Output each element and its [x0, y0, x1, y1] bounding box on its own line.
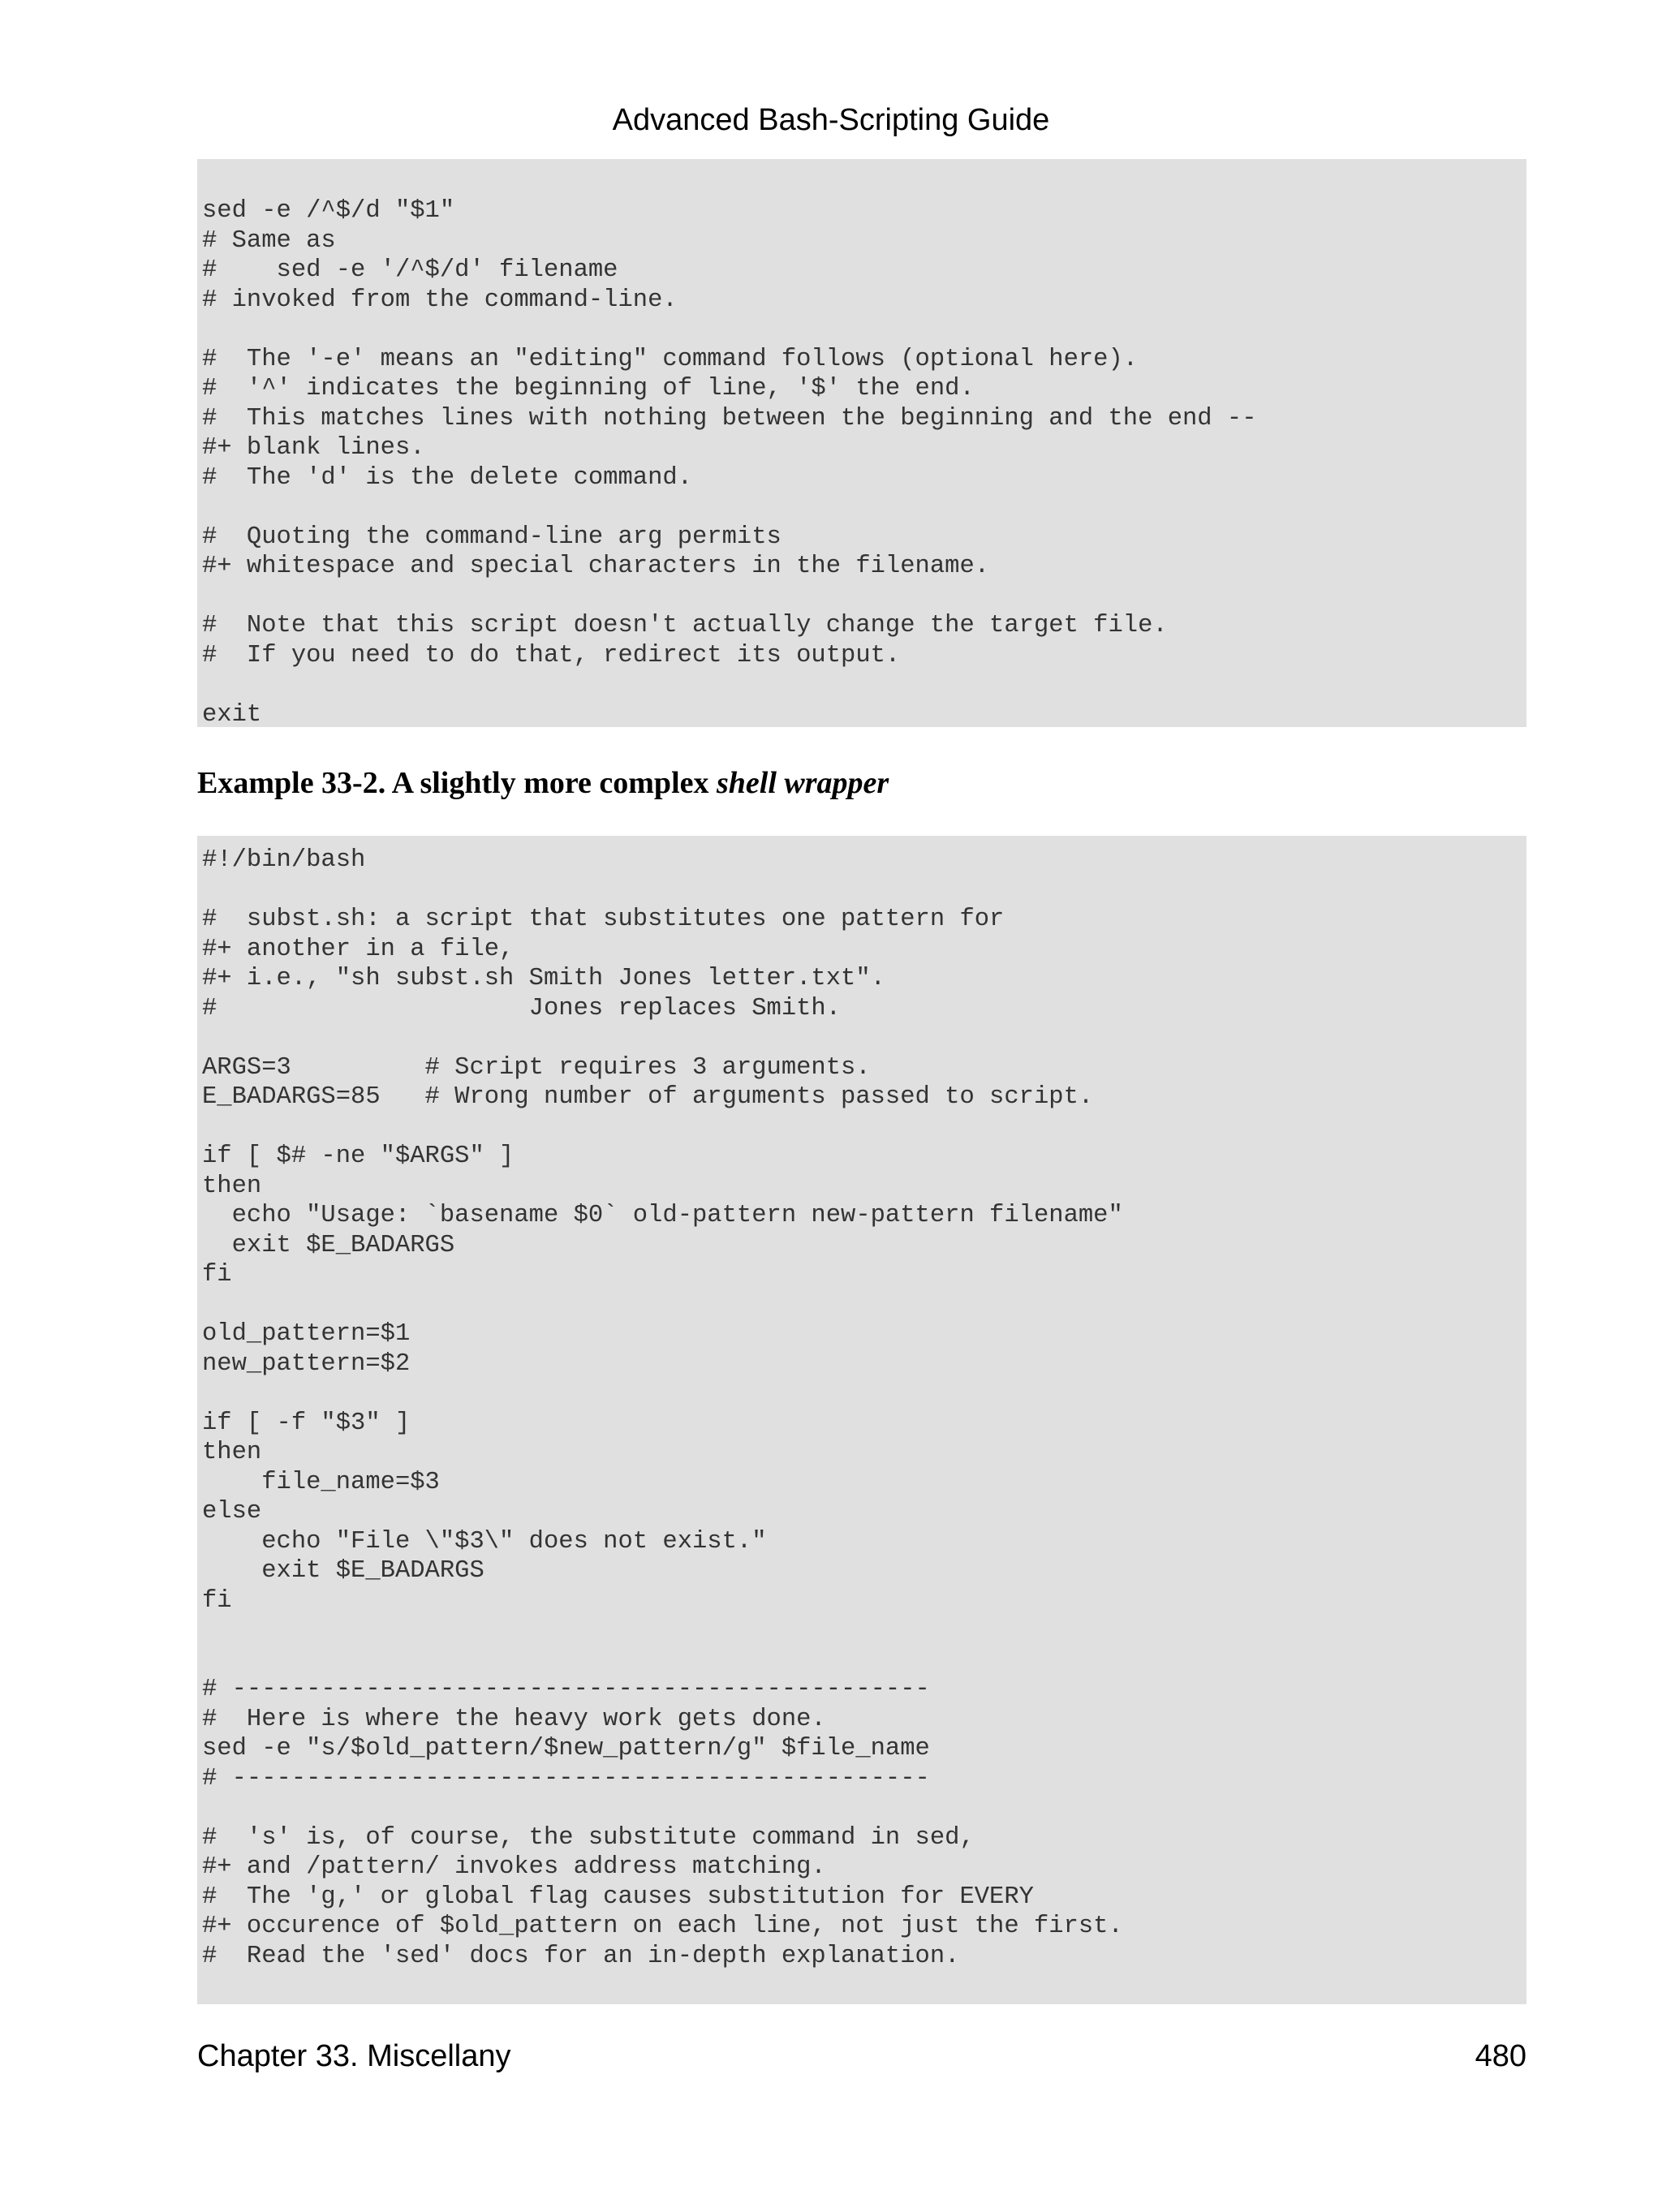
- code-line: [202, 315, 1522, 345]
- code-line: # sed -e '/^$/d' filename: [202, 256, 618, 284]
- code-block-1: [197, 159, 1526, 727]
- code-line: # The '-e' means an "editing" command follows (optional here).: [202, 345, 1139, 373]
- example-title-emphasis: shell wrapper: [717, 766, 889, 800]
- code-line: fi: [202, 1586, 232, 1615]
- code-line: new_pattern=$2: [202, 1349, 411, 1378]
- example-title: [197, 763, 889, 803]
- code-line: # '^' indicates the beginning of line, '$' the end.: [202, 375, 975, 402]
- code-line: # Read the 'sed' docs for an in-depth explanation.: [202, 1942, 960, 1970]
- chapter-title: Chapter 33. Miscellany: [197, 2039, 511, 2073]
- code-line: #+ i.e., "sh subst.sh Smith Jones letter.txt".: [202, 965, 885, 992]
- code-line: E_BADARGS=85 # Wrong number of arguments passed to script.: [202, 1083, 1094, 1111]
- code-line: ARGS=3 # Script requires 3 arguments.: [202, 1053, 871, 1082]
- code-line: # 's' is, of course, the substitute command in sed,: [202, 1823, 975, 1852]
- code-line: sed -e "s/$old_pattern/$new_pattern/g" $file_name: [202, 1735, 930, 1762]
- code-line: [202, 1646, 1522, 1676]
- code-line: # invoked from the command-line.: [202, 286, 678, 314]
- code-line: #+ occurence of $old_pattern on each line, not just the first.: [202, 1913, 1123, 1940]
- code-line: [202, 1616, 1522, 1646]
- code-line: if [ $# -ne "$ARGS" ]: [202, 1143, 515, 1170]
- code-line: else: [202, 1498, 262, 1526]
- code-line: #+ whitespace and special characters in the filename.: [202, 553, 990, 580]
- code-line: [202, 1290, 1522, 1320]
- code-line: old_pattern=$1: [202, 1320, 411, 1348]
- code-line: # Note that this script doesn't actually change the target file.: [202, 612, 1168, 639]
- code-line: exit $E_BADARGS: [202, 1231, 455, 1259]
- code-line: if [ -f "$3" ]: [202, 1409, 411, 1437]
- code-line: # -----------------------------------------------: [202, 1676, 930, 1703]
- code-line: [202, 1379, 1522, 1409]
- code-line: exit $E_BADARGS: [202, 1557, 484, 1585]
- code-line: file_name=$3: [202, 1468, 440, 1496]
- code-line: # Same as: [202, 226, 336, 255]
- code-line: echo "Usage: `basename $0` old-pattern new-pattern filename": [202, 1202, 1123, 1229]
- code-line: #+ another in a file,: [202, 935, 515, 963]
- code-line: #+ and /pattern/ invokes address matching.: [202, 1853, 826, 1881]
- code-line: [202, 1023, 1522, 1053]
- example-title-text: Example 33-2. A slightly more complex: [197, 766, 717, 800]
- code-line: # If you need to do that, redirect its output.: [202, 641, 901, 669]
- page-footer: [197, 2033, 1526, 2079]
- code-line: then: [202, 1172, 262, 1200]
- code-line: # Here is where the heavy work gets done.: [202, 1705, 826, 1733]
- code-line: #!/bin/bash: [202, 846, 366, 874]
- code-line: [202, 582, 1522, 612]
- code-line: #+ blank lines.: [202, 434, 425, 462]
- code-line: # This matches lines with nothing between the beginning and the end --: [202, 404, 1257, 433]
- code-line: # Quoting the command-line arg permits: [202, 523, 781, 551]
- code-line: [202, 1793, 1522, 1823]
- page-number: 480: [1475, 2039, 1526, 2073]
- code-line: echo "File \"$3\" does not exist.": [202, 1527, 767, 1556]
- code-line: fi: [202, 1261, 232, 1289]
- code-block-2: [197, 836, 1526, 2004]
- code-line: then: [202, 1439, 262, 1466]
- code-line: # The 'd' is the delete command.: [202, 463, 692, 492]
- code-line: [202, 493, 1522, 523]
- code-line: [202, 670, 1522, 700]
- code-line: [202, 876, 1522, 906]
- code-line: # The 'g,' or global flag causes substitution for EVERY: [202, 1883, 1034, 1911]
- code-line: # Jones replaces Smith.: [202, 994, 842, 1022]
- code-line: # -----------------------------------------------: [202, 1764, 930, 1792]
- code-line: sed -e /^$/d "$1": [202, 197, 455, 225]
- page-header: Advanced Bash-Scripting Guide: [612, 103, 1050, 137]
- code-line: [202, 1112, 1522, 1143]
- code-line: exit: [202, 700, 262, 729]
- code-line: # subst.sh: a script that substitutes one pattern for: [202, 906, 1005, 933]
